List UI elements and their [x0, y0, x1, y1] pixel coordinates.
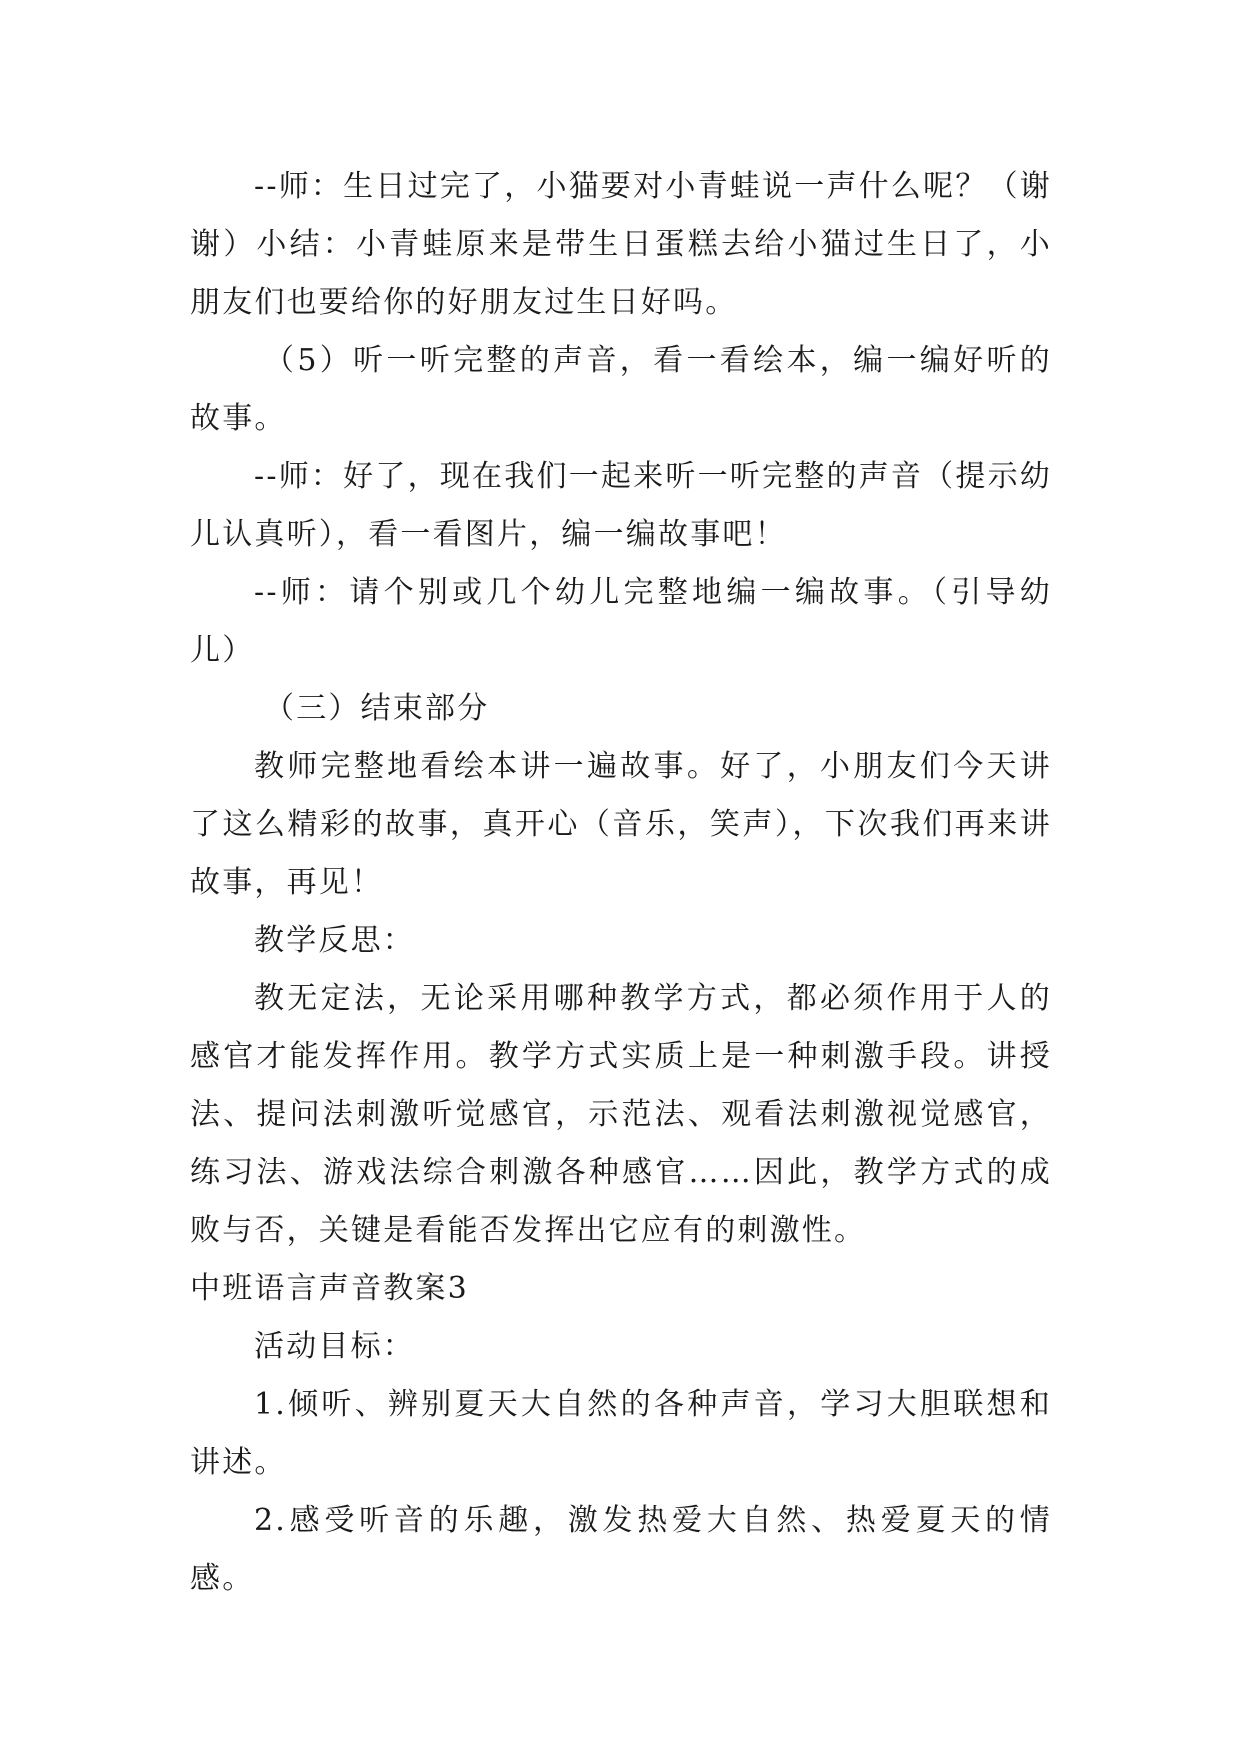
heading-activity-goals: 活动目标：	[254, 1329, 415, 1364]
paragraph-step-5: （5）听一听完整的声音，看一看绘本，编一编好听的故事。	[190, 343, 1052, 436]
goal-item-2: 2.感受听音的乐趣，激发热爱大自然、热爱夏天的情感。	[190, 1503, 1052, 1596]
paragraph-teacher-retell: --师：请个别或几个幼儿完整地编一编故事。（引导幼儿）	[190, 575, 1052, 668]
lesson-plan-title: 中班语言声音教案3	[190, 1271, 469, 1306]
heading-teaching-reflection: 教学反思：	[254, 923, 415, 958]
section-heading-ending: （三）结束部分	[264, 691, 490, 726]
paragraph-ending: 教师完整地看绘本讲一遍故事。好了，小朋友们今天讲了这么精彩的故事，真开心（音乐，笑声），下次我们再来讲故事，再见！	[190, 749, 1052, 900]
paragraph-teacher-listen: --师：好了，现在我们一起来听一听完整的声音（提示幼儿认真听），看一看图片，编一编故事吧！	[190, 459, 1052, 552]
document-body	[190, 158, 1052, 1608]
goal-item-1: 1.倾听、辨别夏天大自然的各种声音，学习大胆联想和讲述。	[190, 1387, 1052, 1480]
paragraph-reflection: 教无定法，无论采用哪种教学方式，都必须作用于人的感官才能发挥作用。教学方式实质上是一种刺激手段。讲授法、提问法刺激听觉感官，示范法、观看法刺激视觉感官，练习法、游戏法综合刺激各种感官……因此，教学方式的成败与否，关键是看能否发挥出它应有的刺激性。	[190, 981, 1052, 1248]
paragraph-teacher-birthday: --师：生日过完了，小猫要对小青蛙说一声什么呢？（谢谢）小结：小青蛙原来是带生日蛋糕去给小猫过生日了，小朋友们也要给你的好朋友过生日好吗。	[190, 169, 1052, 320]
